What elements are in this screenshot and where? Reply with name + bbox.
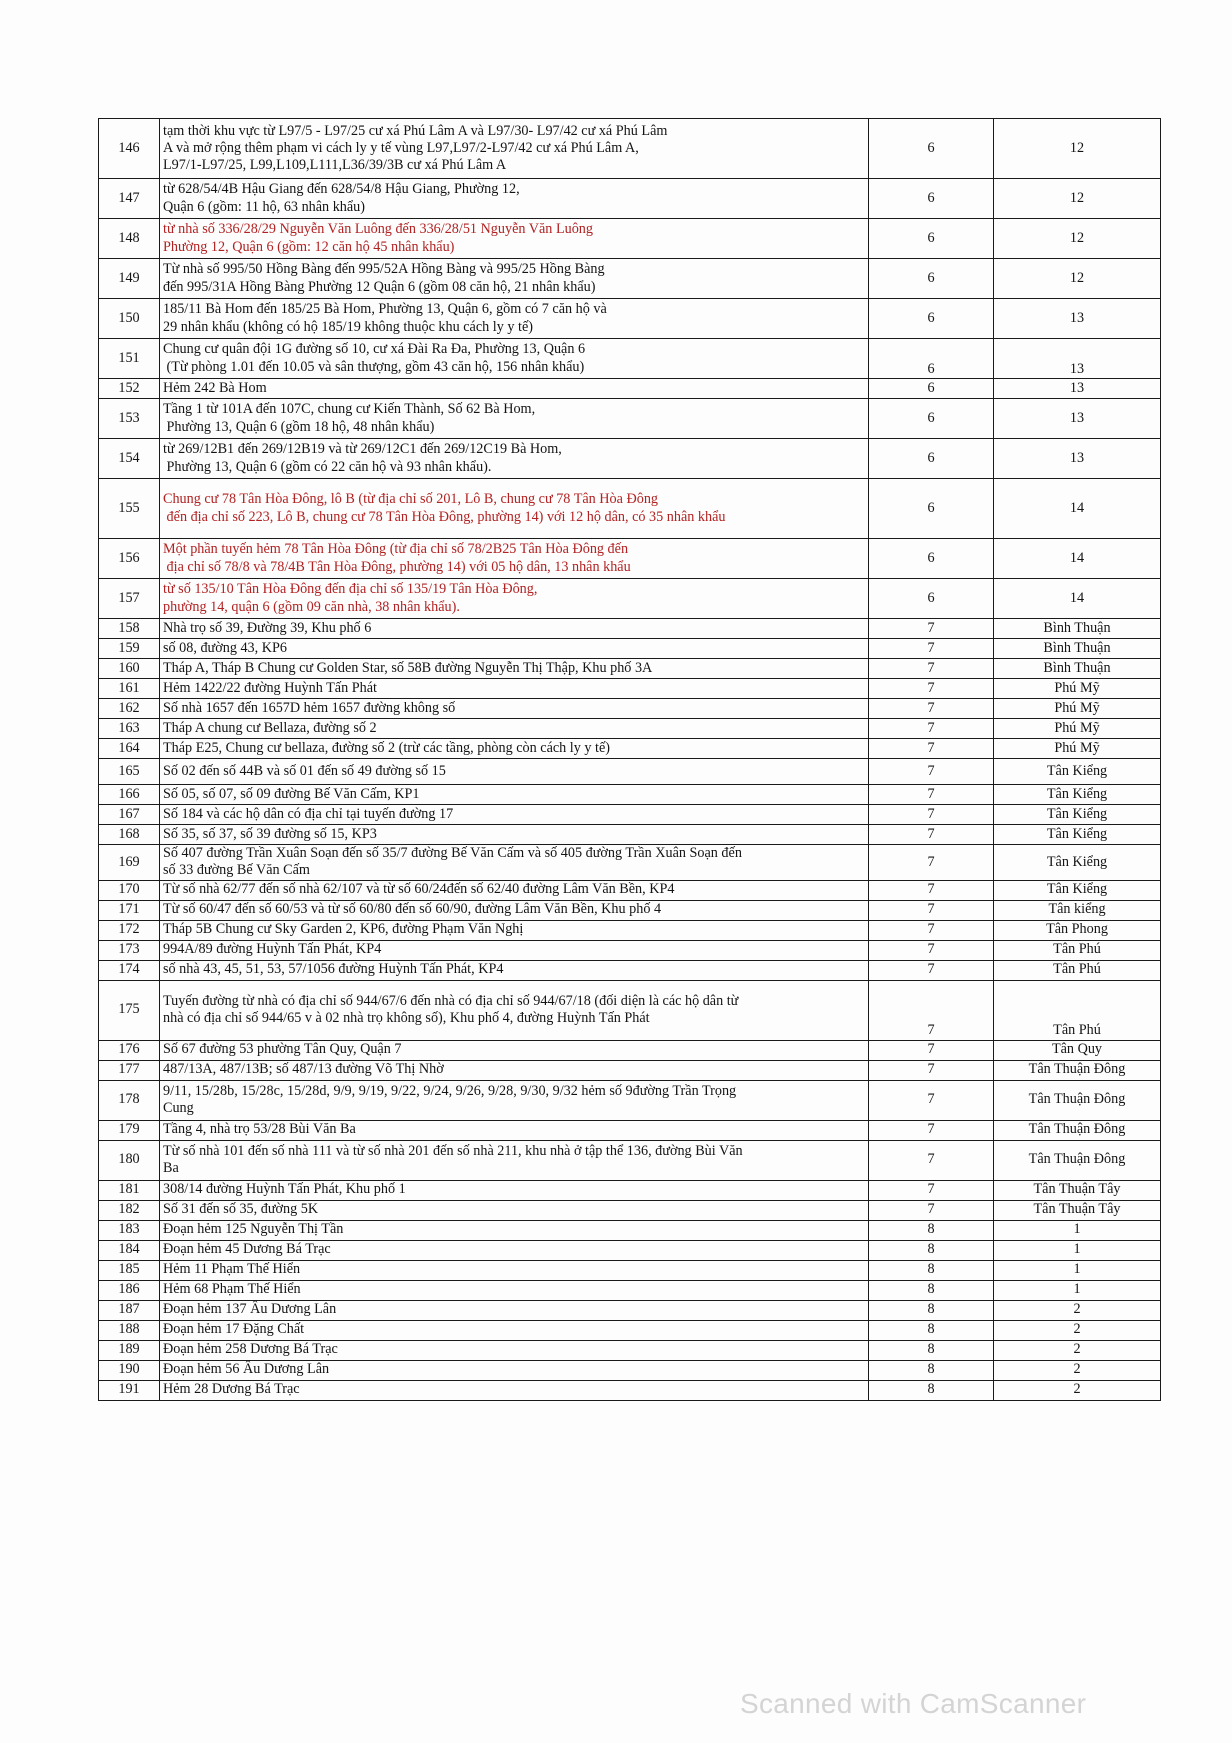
ward-cell: 12	[994, 119, 1161, 179]
row-number-cell: 160	[99, 659, 160, 679]
ward-cell: 13	[994, 299, 1161, 339]
table-row	[99, 479, 1161, 539]
address-cell	[160, 679, 869, 699]
address-cell	[160, 845, 869, 881]
table-row	[99, 739, 1161, 759]
row-number-cell: 168	[99, 825, 160, 845]
address-cell	[160, 1060, 869, 1080]
address-line: nhà có địa chỉ số 944/65 v à 02 nhà trọ không số), Khu phố 4, đường Huỳnh Tấn Phát	[163, 1010, 650, 1027]
address-line: số 08, đường 43, KP6	[163, 639, 287, 656]
address-cell	[160, 579, 869, 619]
district-cell: 7	[869, 1120, 994, 1140]
table-row	[99, 1380, 1161, 1400]
district-cell: 7	[869, 785, 994, 805]
table-row	[99, 1280, 1161, 1300]
table-row	[99, 539, 1161, 579]
address-line: địa chỉ số 78/8 và 78/4B Tân Hòa Đông, phường 14) với 05 hộ dân, 13 nhân khẩu	[163, 558, 631, 575]
ward-cell: 2	[994, 1320, 1161, 1340]
row-number-cell: 185	[99, 1260, 160, 1280]
table-row	[99, 980, 1161, 1040]
ward-cell: Tân Thuận Đông	[994, 1140, 1161, 1180]
row-number-cell: 176	[99, 1040, 160, 1060]
address-cell	[160, 900, 869, 920]
ward-cell: 13	[994, 379, 1161, 399]
address-line: Tầng 1 từ 101A đến 107C, chung cư Kiến Thành, Số 62 Bà Hom,	[163, 401, 536, 418]
ward-cell: Bình Thuận	[994, 619, 1161, 639]
district-cell: 7	[869, 880, 994, 900]
table-row	[99, 719, 1161, 739]
address-line: Số 05, số 07, số 09 đường Bế Văn Cấm, KP1	[163, 785, 420, 802]
address-cell	[160, 1280, 869, 1300]
ward-cell: Tân kiểng	[994, 900, 1161, 920]
ward-cell: 13	[994, 439, 1161, 479]
address-cell	[160, 259, 869, 299]
ward-cell: 1	[994, 1220, 1161, 1240]
row-number-cell: 186	[99, 1280, 160, 1300]
address-cell	[160, 659, 869, 679]
district-cell: 6	[869, 539, 994, 579]
district-cell: 7	[869, 679, 994, 699]
ward-cell: Tân Thuận Tây	[994, 1180, 1161, 1200]
ward-cell: Tân Thuận Đông	[994, 1060, 1161, 1080]
address-cell	[160, 479, 869, 539]
district-cell: 8	[869, 1300, 994, 1320]
address-line: Phường 12, Quận 6 (gồm: 12 căn hộ 45 nhân khẩu)	[163, 238, 455, 255]
address-line: Hẻm 1422/22 đường Huỳnh Tấn Phát	[163, 679, 377, 696]
district-cell: 7	[869, 920, 994, 940]
address-line: Tháp A chung cư Bellaza, đường số 2	[163, 719, 377, 736]
row-number-cell: 171	[99, 900, 160, 920]
ward-cell: Tân Quy	[994, 1040, 1161, 1060]
table-row	[99, 1240, 1161, 1260]
ward-cell: Tân Kiểng	[994, 825, 1161, 845]
ward-cell: 2	[994, 1360, 1161, 1380]
district-cell: 7	[869, 639, 994, 659]
address-line: 994A/89 đường Huỳnh Tấn Phát, KP4	[163, 941, 382, 958]
district-cell: 7	[869, 1140, 994, 1180]
district-cell: 6	[869, 399, 994, 439]
address-cell	[160, 1360, 869, 1380]
row-number-cell: 174	[99, 960, 160, 980]
address-line: Hẻm 68 Phạm Thế Hiển	[163, 1281, 301, 1298]
address-line: Số nhà 1657 đến 1657D hẻm 1657 đường không số	[163, 699, 456, 716]
table-row	[99, 379, 1161, 399]
address-line: Đoạn hẻm 125 Nguyễn Thị Tần	[163, 1221, 344, 1238]
ward-cell: Tân Kiểng	[994, 759, 1161, 785]
table-row	[99, 259, 1161, 299]
table-row	[99, 639, 1161, 659]
address-cell	[160, 785, 869, 805]
district-cell: 7	[869, 805, 994, 825]
table-row	[99, 1220, 1161, 1240]
address-cell	[160, 219, 869, 259]
row-number-cell: 159	[99, 639, 160, 659]
address-line: từ số 135/10 Tân Hòa Đông đến địa chỉ số 135/19 Tân Hòa Đông,	[163, 581, 538, 598]
row-number-cell: 164	[99, 739, 160, 759]
row-number-cell: 161	[99, 679, 160, 699]
row-number-cell: 150	[99, 299, 160, 339]
address-cell	[160, 699, 869, 719]
row-number-cell: 148	[99, 219, 160, 259]
address-cell	[160, 1300, 869, 1320]
table-row	[99, 940, 1161, 960]
row-number-cell: 166	[99, 785, 160, 805]
table-row	[99, 845, 1161, 881]
district-cell: 7	[869, 659, 994, 679]
table-row	[99, 659, 1161, 679]
district-cell: 8	[869, 1320, 994, 1340]
district-cell: 7	[869, 1040, 994, 1060]
address-cell	[160, 1240, 869, 1260]
row-number-cell: 180	[99, 1140, 160, 1180]
ward-cell: Tân Phú	[994, 940, 1161, 960]
address-line: Một phần tuyến hẻm 78 Tân Hòa Đông (từ địa chỉ số 78/2B25 Tân Hòa Đông đến	[163, 541, 629, 558]
ward-cell: Bình Thuận	[994, 639, 1161, 659]
address-cell	[160, 1320, 869, 1340]
address-line: Chung cư quân đội 1G đường số 10, cư xá Đài Ra Đa, Phường 13, Quận 6	[163, 341, 586, 358]
address-cell	[160, 1340, 869, 1360]
district-cell: 8	[869, 1260, 994, 1280]
address-line: Đoạn hẻm 17 Đặng Chất	[163, 1321, 305, 1338]
address-line: Ba	[163, 1160, 179, 1177]
row-number-cell: 184	[99, 1240, 160, 1260]
camscanner-watermark: Scanned with CamScanner	[740, 1688, 1087, 1719]
table-row	[99, 1200, 1161, 1220]
address-line: Quận 6 (gồm: 11 hộ, 63 nhân khẩu)	[163, 198, 366, 215]
address-cell	[160, 1200, 869, 1220]
address-line: số nhà 43, 45, 51, 53, 57/1056 đường Huỳnh Tấn Phát, KP4	[163, 961, 504, 978]
address-cell	[160, 719, 869, 739]
address-line: Đoạn hẻm 45 Dương Bá Trạc	[163, 1241, 331, 1258]
row-number-cell: 147	[99, 179, 160, 219]
ward-cell: 2	[994, 1380, 1161, 1400]
district-cell: 7	[869, 619, 994, 639]
table-row	[99, 1320, 1161, 1340]
address-cell	[160, 980, 869, 1040]
row-number-cell: 173	[99, 940, 160, 960]
ward-cell: Tân Phú	[994, 960, 1161, 980]
address-line: Từ số nhà 62/77 đến số nhà 62/107 và từ số 60/24đến số 62/40 đường Lâm Văn Bền, KP4	[163, 881, 675, 898]
district-cell: 6	[869, 119, 994, 179]
address-line: 9/11, 15/28b, 15/28c, 15/28d, 9/9, 9/19, 9/22, 9/24, 9/26, 9/28, 9/30, 9/32 hẻm số 9đường Trần Trọng	[163, 1082, 737, 1099]
district-cell: 6	[869, 219, 994, 259]
row-number-cell: 183	[99, 1220, 160, 1240]
district-cell: 8	[869, 1240, 994, 1260]
address-line: 308/14 đường Huỳnh Tấn Phát, Khu phố 1	[163, 1181, 406, 1198]
address-line: Từ nhà số 995/50 Hồng Bàng đến 995/52A Hồng Bàng và 995/25 Hồng Bàng	[163, 261, 605, 278]
address-line: Số 35, số 37, số 39 đường số 15, KP3	[163, 825, 377, 842]
table-row	[99, 1120, 1161, 1140]
address-line: Số 184 và các hộ dân có địa chỉ tại tuyến đường 17	[163, 805, 454, 822]
table-row	[99, 119, 1161, 179]
ward-cell: Tân Kiểng	[994, 845, 1161, 881]
row-number-cell: 170	[99, 880, 160, 900]
table-row	[99, 900, 1161, 920]
table-row	[99, 1360, 1161, 1380]
address-line: từ nhà số 336/28/29 Nguyễn Văn Luông đến 336/28/51 Nguyễn Văn Luông	[163, 221, 593, 238]
address-cell	[160, 825, 869, 845]
ward-cell: Tân Kiểng	[994, 880, 1161, 900]
address-line: phường 14, quận 6 (gồm 09 căn nhà, 38 nhân khẩu).	[163, 598, 460, 615]
address-cell	[160, 920, 869, 940]
address-line: Tuyến đường từ nhà có địa chỉ số 944/67/6 đến nhà có địa chỉ số 944/67/18 (đối diện là các hộ dân từ	[163, 992, 739, 1009]
ward-cell: Bình Thuận	[994, 659, 1161, 679]
address-line: từ 269/12B1 đến 269/12B19 và từ 269/12C1 đến 269/12C19 Bà Hom,	[163, 441, 562, 458]
table-row	[99, 179, 1161, 219]
row-number-cell: 149	[99, 259, 160, 299]
district-cell: 8	[869, 1360, 994, 1380]
ward-cell: 12	[994, 219, 1161, 259]
address-line: L97/1-L97/25, L99,L109,L111,L36/39/3B cư xá Phú Lâm A	[163, 157, 507, 174]
address-line: Từ số nhà 101 đến số nhà 111 và từ số nhà 201 đến số nhà 211, khu nhà ở tập thể 136, đường Bùi Văn	[163, 1142, 743, 1159]
address-cell	[160, 619, 869, 639]
table-row	[99, 579, 1161, 619]
row-number-cell: 167	[99, 805, 160, 825]
address-line: Hẻm 242 Bà Hom	[163, 379, 267, 396]
district-cell: 7	[869, 1200, 994, 1220]
district-cell: 6	[869, 259, 994, 299]
row-number-cell: 165	[99, 759, 160, 785]
district-cell: 7	[869, 960, 994, 980]
address-table	[98, 118, 1161, 1401]
ward-cell: 1	[994, 1280, 1161, 1300]
address-cell	[160, 1040, 869, 1060]
ward-cell: Tân Thuận Đông	[994, 1120, 1161, 1140]
address-cell	[160, 880, 869, 900]
district-cell: 6	[869, 379, 994, 399]
table-row	[99, 699, 1161, 719]
ward-cell: Tân Kiểng	[994, 805, 1161, 825]
district-cell: 7	[869, 759, 994, 785]
district-cell: 7	[869, 1080, 994, 1120]
address-line: Số 67 đường 53 phường Tân Quy, Quận 7	[163, 1041, 402, 1058]
table-row	[99, 805, 1161, 825]
row-number-cell: 182	[99, 1200, 160, 1220]
row-number-cell: 189	[99, 1340, 160, 1360]
address-line: Đoạn hẻm 258 Dương Bá Trạc	[163, 1341, 338, 1358]
address-line: từ 628/54/4B Hậu Giang đến 628/54/8 Hậu Giang, Phường 12,	[163, 181, 520, 198]
row-number-cell: 181	[99, 1180, 160, 1200]
table-row	[99, 1340, 1161, 1360]
table-row	[99, 299, 1161, 339]
ward-cell: 13	[994, 399, 1161, 439]
district-cell: 6	[869, 479, 994, 539]
table-row	[99, 679, 1161, 699]
address-line: Hẻm 28 Dương Bá Trạc	[163, 1381, 300, 1398]
table-row	[99, 1040, 1161, 1060]
district-cell: 7	[869, 1060, 994, 1080]
table-row	[99, 439, 1161, 479]
address-line: 185/11 Bà Hom đến 185/25 Bà Hom, Phường 13, Quận 6, gồm có 7 căn hộ và	[163, 301, 607, 318]
address-cell	[160, 399, 869, 439]
row-number-cell: 169	[99, 845, 160, 881]
row-number-cell: 152	[99, 379, 160, 399]
address-cell	[160, 739, 869, 759]
address-cell	[160, 940, 869, 960]
ward-cell: Tân Kiểng	[994, 785, 1161, 805]
table-row	[99, 1080, 1161, 1120]
address-cell	[160, 1140, 869, 1180]
address-cell	[160, 339, 869, 379]
address-cell	[160, 539, 869, 579]
table-row	[99, 880, 1161, 900]
district-cell: 7	[869, 940, 994, 960]
address-line: Hẻm 11 Phạm Thế Hiển	[163, 1261, 301, 1278]
table-row	[99, 785, 1161, 805]
address-cell	[160, 379, 869, 399]
ward-cell: 2	[994, 1300, 1161, 1320]
address-line: Số 02 đến số 44B và số 01 đến số 49 đường số 15	[163, 762, 446, 779]
table-row	[99, 960, 1161, 980]
district-cell: 6	[869, 579, 994, 619]
row-number-cell: 179	[99, 1120, 160, 1140]
address-cell	[160, 439, 869, 479]
address-cell	[160, 960, 869, 980]
district-cell: 6	[869, 299, 994, 339]
address-cell	[160, 1180, 869, 1200]
district-cell: 6	[869, 439, 994, 479]
address-line: Số 31 đến số 35, đường 5K	[163, 1201, 319, 1218]
table-row	[99, 1180, 1161, 1200]
address-line: 487/13A, 487/13B; số 487/13 đường Võ Thị Nhờ	[163, 1061, 444, 1078]
row-number-cell: 156	[99, 539, 160, 579]
table-row	[99, 1140, 1161, 1180]
district-cell: 8	[869, 1220, 994, 1240]
row-number-cell: 162	[99, 699, 160, 719]
ward-cell: Phú Mỹ	[994, 739, 1161, 759]
table-row	[99, 759, 1161, 785]
row-number-cell: 154	[99, 439, 160, 479]
ward-cell: Phú Mỹ	[994, 719, 1161, 739]
address-cell	[160, 119, 869, 179]
district-cell: 8	[869, 1280, 994, 1300]
district-cell: 7	[869, 825, 994, 845]
ward-cell: 1	[994, 1240, 1161, 1260]
table-row	[99, 1060, 1161, 1080]
district-cell: 8	[869, 1340, 994, 1360]
address-line: Đoạn hẻm 137 Âu Dương Lân	[163, 1301, 337, 1318]
row-number-cell: 157	[99, 579, 160, 619]
ward-cell: Tân Phong	[994, 920, 1161, 940]
table-row	[99, 619, 1161, 639]
address-cell	[160, 179, 869, 219]
address-line: số 33 đường Bế Văn Cấm	[163, 862, 310, 879]
district-cell: 7	[869, 739, 994, 759]
ward-cell: 13	[994, 339, 1161, 379]
address-line: (Từ phòng 1.01 đến 10.05 và sân thượng, gồm 43 căn hộ, 156 nhân khẩu)	[163, 358, 585, 375]
ward-cell: 2	[994, 1340, 1161, 1360]
ward-cell: Phú Mỹ	[994, 699, 1161, 719]
district-cell: 7	[869, 699, 994, 719]
row-number-cell: 188	[99, 1320, 160, 1340]
table-row	[99, 1300, 1161, 1320]
row-number-cell: 190	[99, 1360, 160, 1380]
address-line: Cung	[163, 1100, 194, 1117]
table-row	[99, 920, 1161, 940]
address-cell	[160, 805, 869, 825]
district-cell: 7	[869, 845, 994, 881]
district-cell: 7	[869, 980, 994, 1040]
address-cell	[160, 1220, 869, 1240]
row-number-cell: 172	[99, 920, 160, 940]
address-line: Phường 13, Quận 6 (gồm có 22 căn hộ và 93 nhân khẩu).	[163, 458, 492, 475]
address-line: đến 995/31A Hồng Bàng Phường 12 Quận 6 (gồm 08 căn hộ, 21 nhân khẩu)	[163, 278, 596, 295]
address-line: Nhà trọ số 39, Đường 39, Khu phố 6	[163, 619, 372, 636]
address-cell	[160, 1380, 869, 1400]
row-number-cell: 155	[99, 479, 160, 539]
ward-cell: 14	[994, 539, 1161, 579]
row-number-cell: 153	[99, 399, 160, 439]
district-cell: 8	[869, 1380, 994, 1400]
address-table-body	[99, 119, 1161, 1401]
address-line: A và mở rộng thêm phạm vi cách ly y tế vùng L97,L97/2-L97/42 cư xá Phú Lâm A,	[163, 139, 639, 156]
address-cell	[160, 1080, 869, 1120]
ward-cell: 12	[994, 259, 1161, 299]
address-line: Tháp 5B Chung cư Sky Garden 2, KP6, đường Phạm Văn Nghị	[163, 921, 524, 938]
address-line: Phường 13, Quận 6 (gồm 18 hộ, 48 nhân khẩu)	[163, 418, 435, 435]
ward-cell: Tân Phú	[994, 980, 1161, 1040]
address-line: 29 nhân khẩu (không có hộ 185/19 không thuộc khu cách ly y tế)	[163, 318, 533, 335]
row-number-cell: 178	[99, 1080, 160, 1120]
row-number-cell: 158	[99, 619, 160, 639]
address-line: Chung cư 78 Tân Hòa Đông, lô B (từ địa chỉ số 201, Lô B, chung cư 78 Tân Hòa Đông	[163, 491, 659, 508]
address-line: Tháp A, Tháp B Chung cư Golden Star, số 58B đường Nguyễn Thị Thập, Khu phố 3A	[163, 659, 653, 676]
ward-cell: Tân Thuận Tây	[994, 1200, 1161, 1220]
ward-cell: Phú Mỹ	[994, 679, 1161, 699]
address-line: Từ số 60/47 đến số 60/53 và từ số 60/80 đến số 60/90, đường Lâm Văn Bền, Khu phố 4	[163, 901, 662, 918]
table-row	[99, 219, 1161, 259]
table-row	[99, 1260, 1161, 1280]
ward-cell: 14	[994, 479, 1161, 539]
ward-cell: 1	[994, 1260, 1161, 1280]
address-line: Tầng 4, nhà trọ 53/28 Bùi Văn Ba	[163, 1121, 356, 1138]
row-number-cell: 177	[99, 1060, 160, 1080]
address-line: đến địa chỉ số 223, Lô B, chung cư 78 Tân Hòa Đông, phường 14) với 12 hộ dân, có 35 nhân khẩu	[163, 508, 726, 525]
address-cell	[160, 1260, 869, 1280]
district-cell: 7	[869, 1180, 994, 1200]
address-cell	[160, 1120, 869, 1140]
table-row	[99, 825, 1161, 845]
table-row	[99, 399, 1161, 439]
address-cell	[160, 639, 869, 659]
ward-cell: 14	[994, 579, 1161, 619]
address-line: Đoạn hẻm 56 Âu Dương Lân	[163, 1361, 330, 1378]
ward-cell: Tân Thuận Đông	[994, 1080, 1161, 1120]
district-cell: 7	[869, 719, 994, 739]
row-number-cell: 151	[99, 339, 160, 379]
address-cell	[160, 759, 869, 785]
address-line: Tháp E25, Chung cư bellaza, đường số 2 (trừ các tầng, phòng còn cách ly y tế)	[163, 739, 610, 756]
row-number-cell: 163	[99, 719, 160, 739]
row-number-cell: 175	[99, 980, 160, 1040]
table-row	[99, 339, 1161, 379]
row-number-cell: 187	[99, 1300, 160, 1320]
district-cell: 7	[869, 900, 994, 920]
address-line: tạm thời khu vực từ L97/5 - L97/25 cư xá Phú Lâm A và L97/30- L97/42 cư xá Phú Lâm	[163, 122, 668, 139]
district-cell: 6	[869, 339, 994, 379]
address-line: Số 407 đường Trần Xuân Soạn đến số 35/7 đường Bế Văn Cấm và số 405 đường Trần Xuân Soạn đến	[163, 845, 742, 861]
row-number-cell: 191	[99, 1380, 160, 1400]
ward-cell: 12	[994, 179, 1161, 219]
row-number-cell: 146	[99, 119, 160, 179]
address-cell	[160, 299, 869, 339]
district-cell: 6	[869, 179, 994, 219]
